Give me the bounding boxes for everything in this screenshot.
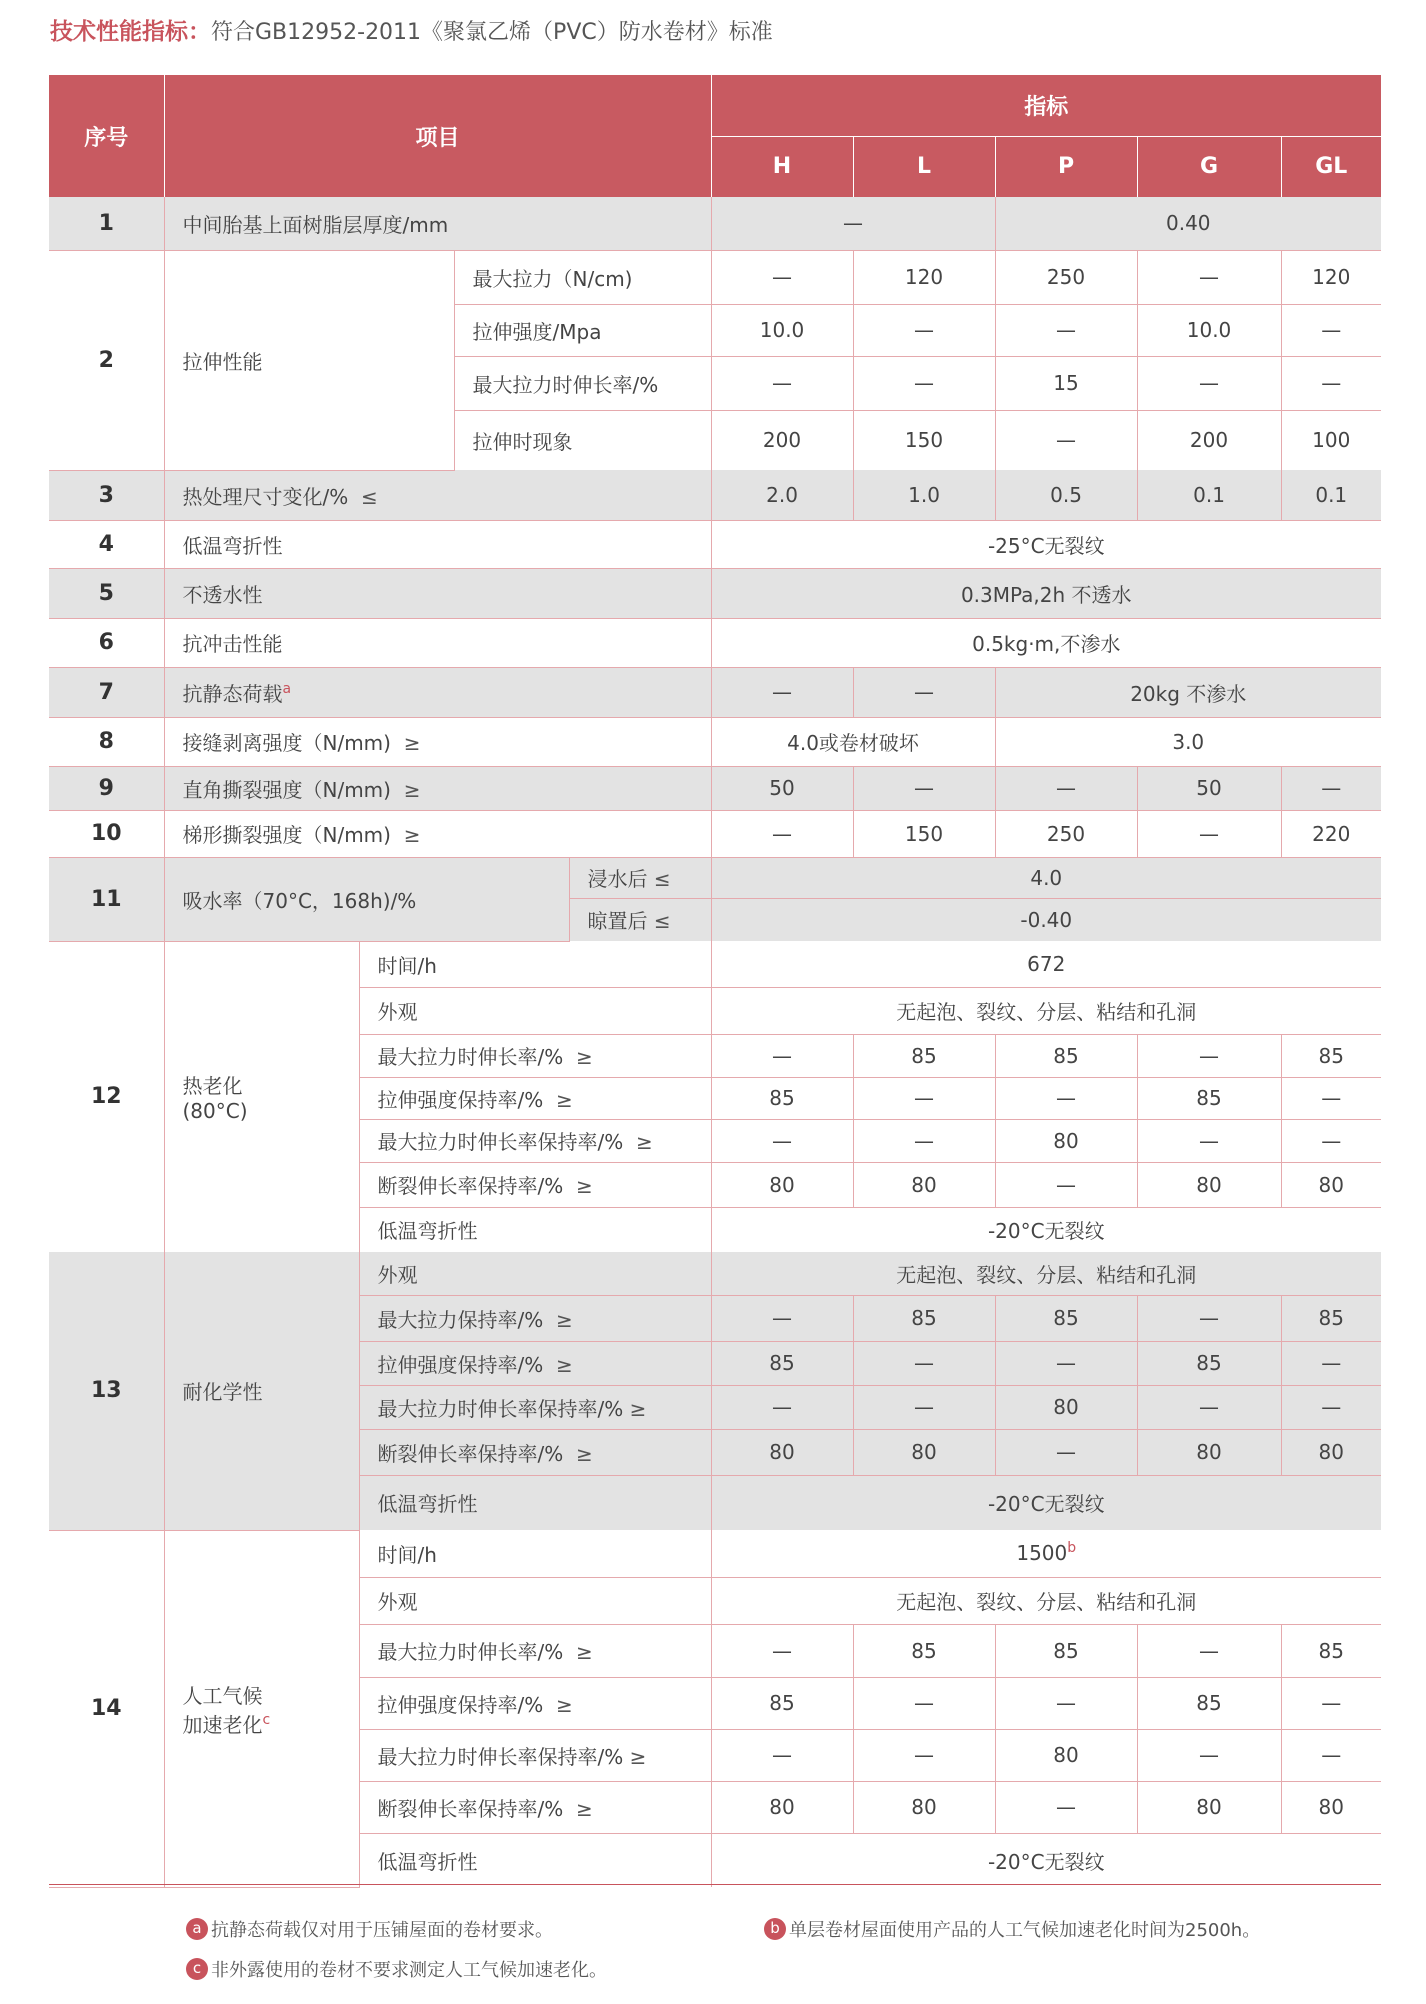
row-item: 拉伸性能 (164, 250, 454, 470)
value-cell: 80 (1137, 1781, 1281, 1833)
value-cell: 0.1 (1281, 470, 1381, 520)
comparison-symbol: ≥ (555, 1307, 573, 1332)
value-cell: 85 (853, 1295, 995, 1341)
value-cell: — (995, 1341, 1137, 1385)
sub-item-text: 最大拉力时伸长率保持率/% (377, 1130, 624, 1154)
sub-item-label (359, 1729, 711, 1781)
footnote-badge: b (764, 1918, 786, 1940)
comparison-symbol: ≥ (555, 1087, 573, 1112)
footnote-badge: a (186, 1918, 208, 1940)
sub-item-label (359, 1034, 711, 1077)
value-cell: 200 (711, 410, 853, 470)
value-cell: 85 (853, 1624, 995, 1677)
value-cell: 无起泡、裂纹、分层、粘结和孔洞 (711, 987, 1381, 1034)
value-cell: — (1137, 1624, 1281, 1677)
row-number: 12 (90, 1084, 122, 1110)
header-index: 指标 (711, 75, 1381, 136)
value-cell: — (1281, 1341, 1381, 1385)
sub-item-label: 低温弯折性 (359, 1207, 711, 1252)
sub-item-text: 最大拉力时伸长率/% (377, 1045, 564, 1069)
value-cell: 85 (853, 1034, 995, 1077)
sub-item-label (359, 1295, 711, 1341)
value-cell: — (995, 1429, 1137, 1475)
value-cell: 80 (995, 1385, 1137, 1429)
footnote-c (186, 1956, 607, 1982)
value-cell: — (1137, 1034, 1281, 1077)
sub-item-text: 断裂伸长率保持率/% (377, 1174, 564, 1198)
comparison-symbol: ≥ (575, 1640, 593, 1664)
value-cell: — (1137, 810, 1281, 857)
row-number: 2 (49, 250, 164, 470)
value-cell: 0.40 (995, 197, 1381, 250)
value-cell: — (711, 1295, 853, 1341)
sub-item-text: 断裂伸长率保持率/% (377, 1796, 564, 1821)
value-cell: — (711, 197, 995, 250)
header-seq: 序号 (49, 75, 164, 197)
value-cell: — (1137, 1729, 1281, 1781)
comparison-symbol: ≥ (403, 823, 421, 847)
spec-table (49, 75, 1381, 1888)
sub-item-text: 最大拉力时伸长率/% (377, 1640, 564, 1664)
sub-item-text: 拉伸强度保持率/% (377, 1692, 544, 1717)
value-cell: — (1281, 1119, 1381, 1162)
value-cell: — (853, 667, 995, 717)
footnote-text: 抗静态荷载仅对用于压铺屋面的卷材要求。 (211, 1920, 553, 1941)
value-cell: 10.0 (1137, 304, 1281, 356)
row-item (164, 717, 711, 766)
value-cell: 85 (1281, 1295, 1381, 1341)
row-item-label: 梯形撕裂强度（N/mm) (182, 823, 391, 847)
value-cell: 80 (1137, 1162, 1281, 1207)
value-cell: 80 (1281, 1162, 1381, 1207)
value-cell: — (1281, 1077, 1381, 1119)
value-cell: 80 (995, 1119, 1137, 1162)
value-cell: 15 (995, 356, 1137, 410)
table-row (49, 667, 1381, 717)
value-cell: 85 (995, 1295, 1137, 1341)
value-cell: — (853, 1385, 995, 1429)
value-cell: 80 (853, 1781, 995, 1833)
value-cell: 85 (1137, 1341, 1281, 1385)
row-item-label: 直角撕裂强度（N/mm) (182, 777, 391, 802)
value-cell: — (711, 356, 853, 410)
value-cell: — (853, 766, 995, 810)
value-cell: — (1137, 250, 1281, 304)
value-text: 1500 (1016, 1541, 1068, 1566)
row-number: 7 (49, 667, 164, 717)
sub-item-label: 拉伸时现象 (454, 410, 711, 470)
value-cell: 85 (995, 1034, 1137, 1077)
footnote-marker: c (262, 1711, 271, 1728)
row-number: 3 (49, 470, 164, 520)
sub-item-label (569, 857, 711, 898)
row-item: 吸水率（70°C，168h)/% (164, 857, 569, 941)
header-grade-h: H (711, 136, 853, 197)
sub-item-label: 拉伸强度/Mpa (454, 304, 711, 356)
row-number: 13 (49, 1252, 164, 1530)
row-item (164, 941, 359, 1252)
value-cell: — (853, 1341, 995, 1385)
value-cell: 20kg 不渗水 (995, 667, 1381, 717)
comparison-symbol: ≥ (555, 1692, 573, 1717)
value-cell: 80 (1281, 1429, 1381, 1475)
value-cell: — (1137, 1385, 1281, 1429)
sub-item-label: 时间/h (359, 1530, 711, 1577)
row-item-line1: 热老化 (182, 1074, 243, 1099)
value-cell: 80 (1281, 1781, 1381, 1833)
value-cell: — (1281, 1385, 1381, 1429)
value-cell: 50 (1137, 766, 1281, 810)
row-number: 6 (49, 618, 164, 667)
value-cell: — (1137, 1295, 1281, 1341)
row-number: 11 (49, 857, 164, 941)
sub-item-label: 最大拉力时伸长率/% (454, 356, 711, 410)
value-cell: 120 (1281, 250, 1381, 304)
value-cell: 0.3MPa,2h 不透水 (711, 568, 1381, 618)
header-grade-p: P (995, 136, 1137, 197)
title-label: 技术性能指标： (50, 19, 211, 45)
comparison-symbol: ≥ (635, 1130, 653, 1154)
value-cell: 50 (711, 766, 853, 810)
value-cell: — (711, 1385, 853, 1429)
sub-item-label (359, 1429, 711, 1475)
table-row (49, 766, 1381, 810)
value-cell: 150 (853, 810, 995, 857)
value-cell: — (853, 1077, 995, 1119)
sub-item-label: 低温弯折性 (359, 1833, 711, 1887)
value-cell: — (1137, 356, 1281, 410)
row-number: 14 (49, 1530, 164, 1887)
value-cell: — (711, 1119, 853, 1162)
value-cell: — (711, 667, 853, 717)
value-cell: 85 (711, 1341, 853, 1385)
row-number: 9 (49, 766, 164, 810)
row-item-label: 抗静态荷载 (182, 681, 283, 706)
row-number: 1 (49, 197, 164, 250)
value-cell: — (711, 810, 853, 857)
comparison-symbol: ≥ (403, 777, 421, 802)
sub-item-text: 最大拉力时伸长率保持率/% (377, 1396, 624, 1421)
row-item (164, 810, 711, 857)
value-cell: -25°C无裂纹 (711, 520, 1381, 568)
row-item-line1: 人工气候 (182, 1683, 263, 1708)
value-cell: — (995, 1781, 1137, 1833)
table-bottom-rule (49, 1884, 1381, 1885)
row-item: 不透水性 (164, 568, 711, 618)
value-cell: 85 (1281, 1034, 1381, 1077)
value-cell: 85 (995, 1624, 1137, 1677)
sub-item-label: 低温弯折性 (359, 1475, 711, 1530)
footnote-marker: b (1067, 1540, 1077, 1557)
value-cell: 672 (711, 941, 1381, 987)
value-cell: — (711, 1034, 853, 1077)
value-cell (711, 1530, 1381, 1577)
table-row (49, 717, 1381, 766)
table-row (49, 1252, 1381, 1295)
footnote-b (764, 1916, 1260, 1942)
value-cell: 10.0 (711, 304, 853, 356)
value-cell: 120 (853, 250, 995, 304)
value-cell: 3.0 (995, 717, 1381, 766)
row-number: 5 (49, 568, 164, 618)
value-cell: 80 (711, 1429, 853, 1475)
sub-item-text: 拉伸强度保持率/% (377, 1352, 544, 1377)
row-item: 抗冲击性能 (164, 618, 711, 667)
table-row (49, 618, 1381, 667)
value-cell: 85 (711, 1077, 853, 1119)
value-cell: — (1281, 304, 1381, 356)
sub-item-label (359, 1385, 711, 1429)
value-cell: — (711, 1624, 853, 1677)
sub-item-label: 外观 (359, 1577, 711, 1624)
sub-item-label (359, 1677, 711, 1729)
header-item: 项目 (164, 75, 711, 197)
sub-item-label (359, 1162, 711, 1207)
sub-item-label: 外观 (359, 1252, 711, 1295)
value-cell: — (995, 766, 1137, 810)
table-row (49, 568, 1381, 618)
value-cell: — (1281, 1677, 1381, 1729)
value-cell: — (995, 304, 1137, 356)
sub-item-label: 外观 (359, 987, 711, 1034)
comparison-symbol: ≥ (403, 731, 421, 755)
comparison-symbol: ≥ (629, 1396, 647, 1421)
value-cell: — (1281, 356, 1381, 410)
row-number: 4 (49, 520, 164, 568)
value-cell: 80 (853, 1162, 995, 1207)
value-cell: 2.0 (711, 470, 853, 520)
comparison-symbol: ≥ (575, 1796, 593, 1821)
value-cell: 0.1 (1137, 470, 1281, 520)
value-cell: 80 (1137, 1429, 1281, 1475)
value-cell: -20°C无裂纹 (711, 1833, 1381, 1887)
value-cell: 无起泡、裂纹、分层、粘结和孔洞 (711, 1252, 1381, 1295)
value-cell: — (1281, 1729, 1381, 1781)
table-row (49, 1530, 1381, 1577)
footnote-text: 非外露使用的卷材不要求测定人工气候加速老化。 (211, 1960, 607, 1981)
row-item: 耐化学性 (164, 1252, 359, 1530)
page-title (50, 14, 773, 51)
sub-item-text: 最大拉力保持率/% (377, 1307, 544, 1332)
row-item-label: 接缝剥离强度（N/mm) (182, 731, 391, 755)
table-row (49, 250, 1381, 304)
value-cell: — (1137, 1119, 1281, 1162)
value-cell: — (711, 250, 853, 304)
value-cell: 220 (1281, 810, 1381, 857)
value-cell: 85 (1137, 1677, 1281, 1729)
header-grade-l: L (853, 136, 995, 197)
footnote-badge: c (186, 1958, 208, 1980)
sub-item-text: 晾置后 (587, 909, 648, 934)
sub-item-label (359, 1624, 711, 1677)
footnote-marker: a (282, 680, 292, 697)
comparison-symbol: ≤ (360, 484, 378, 509)
value-cell: 0.5 (995, 470, 1137, 520)
title-standard: 符合GB12952-2011《聚氯乙烯（PVC）防水卷材》标准 (211, 20, 773, 45)
comparison-symbol: ≤ (653, 867, 671, 891)
footnote-text: 单层卷材屋面使用产品的人工气候加速老化时间为2500h。 (789, 1920, 1261, 1941)
row-number: 8 (49, 717, 164, 766)
table-row (49, 941, 1381, 987)
value-cell: 80 (853, 1429, 995, 1475)
row-item: 中间胎基上面树脂层厚度/mm (164, 197, 711, 250)
row-item (164, 667, 711, 717)
value-cell: — (995, 1162, 1137, 1207)
value-cell: 85 (711, 1677, 853, 1729)
value-cell: -20°C无裂纹 (711, 1207, 1381, 1252)
value-cell: — (853, 1729, 995, 1781)
value-cell: — (853, 1119, 995, 1162)
value-cell: — (995, 410, 1137, 470)
value-cell: 250 (995, 250, 1137, 304)
value-cell: — (853, 1677, 995, 1729)
value-cell: 80 (995, 1729, 1137, 1781)
comparison-symbol: ≥ (555, 1352, 573, 1377)
sub-item-text: 最大拉力时伸长率保持率/% (377, 1744, 624, 1769)
sub-item-label (359, 1341, 711, 1385)
table-row (49, 520, 1381, 568)
value-cell: — (853, 356, 995, 410)
comparison-symbol: ≥ (575, 1045, 593, 1069)
value-cell: 80 (711, 1781, 853, 1833)
value-cell: -20°C无裂纹 (711, 1475, 1381, 1530)
header-grade-g: G (1137, 136, 1281, 197)
sub-item-label (359, 1077, 711, 1119)
row-item-label: 热处理尺寸变化/% (182, 484, 349, 509)
row-item: 低温弯折性 (164, 520, 711, 568)
sub-item-label (359, 1119, 711, 1162)
value-cell: — (853, 304, 995, 356)
sub-item-label (569, 898, 711, 941)
value-cell: 85 (1281, 1624, 1381, 1677)
footnote-a (186, 1916, 553, 1942)
comparison-symbol: ≤ (653, 909, 671, 934)
sub-item-label: 时间/h (359, 941, 711, 987)
value-cell: — (1281, 766, 1381, 810)
value-cell: 150 (853, 410, 995, 470)
value-cell: 4.0 (711, 857, 1381, 898)
row-number: 10 (49, 810, 164, 857)
sub-item-text: 拉伸强度保持率/% (377, 1087, 544, 1112)
value-cell: 无起泡、裂纹、分层、粘结和孔洞 (711, 1577, 1381, 1624)
value-cell: — (711, 1729, 853, 1781)
table-row (49, 810, 1381, 857)
row-item (164, 1530, 359, 1887)
value-cell: — (995, 1677, 1137, 1729)
table-row (49, 197, 1381, 250)
row-item-line2: 加速老化 (182, 1712, 263, 1737)
sub-item-label (359, 1781, 711, 1833)
sub-item-text: 断裂伸长率保持率/% (377, 1441, 564, 1466)
value-cell: 0.5kg·m,不渗水 (711, 618, 1381, 667)
value-cell: 4.0或卷材破坏 (711, 717, 995, 766)
row-item (164, 766, 711, 810)
row-item-line2: (80°C) (182, 1099, 248, 1124)
comparison-symbol: ≥ (629, 1744, 647, 1769)
sub-item-text: 浸水后 (587, 867, 648, 891)
value-cell: — (995, 1077, 1137, 1119)
table-row (49, 857, 1381, 898)
table-row (49, 470, 1381, 520)
value-cell: 100 (1281, 410, 1381, 470)
value-cell: 250 (995, 810, 1137, 857)
value-cell: 200 (1137, 410, 1281, 470)
value-cell: 80 (711, 1162, 853, 1207)
value-cell: 85 (1137, 1077, 1281, 1119)
value-cell: -0.40 (711, 898, 1381, 941)
value-cell: 1.0 (853, 470, 995, 520)
header-grade-gl: GL (1281, 136, 1381, 197)
comparison-symbol: ≥ (575, 1174, 593, 1198)
comparison-symbol: ≥ (575, 1441, 593, 1466)
sub-item-label: 最大拉力（N/cm) (454, 250, 711, 304)
row-item (164, 470, 711, 520)
